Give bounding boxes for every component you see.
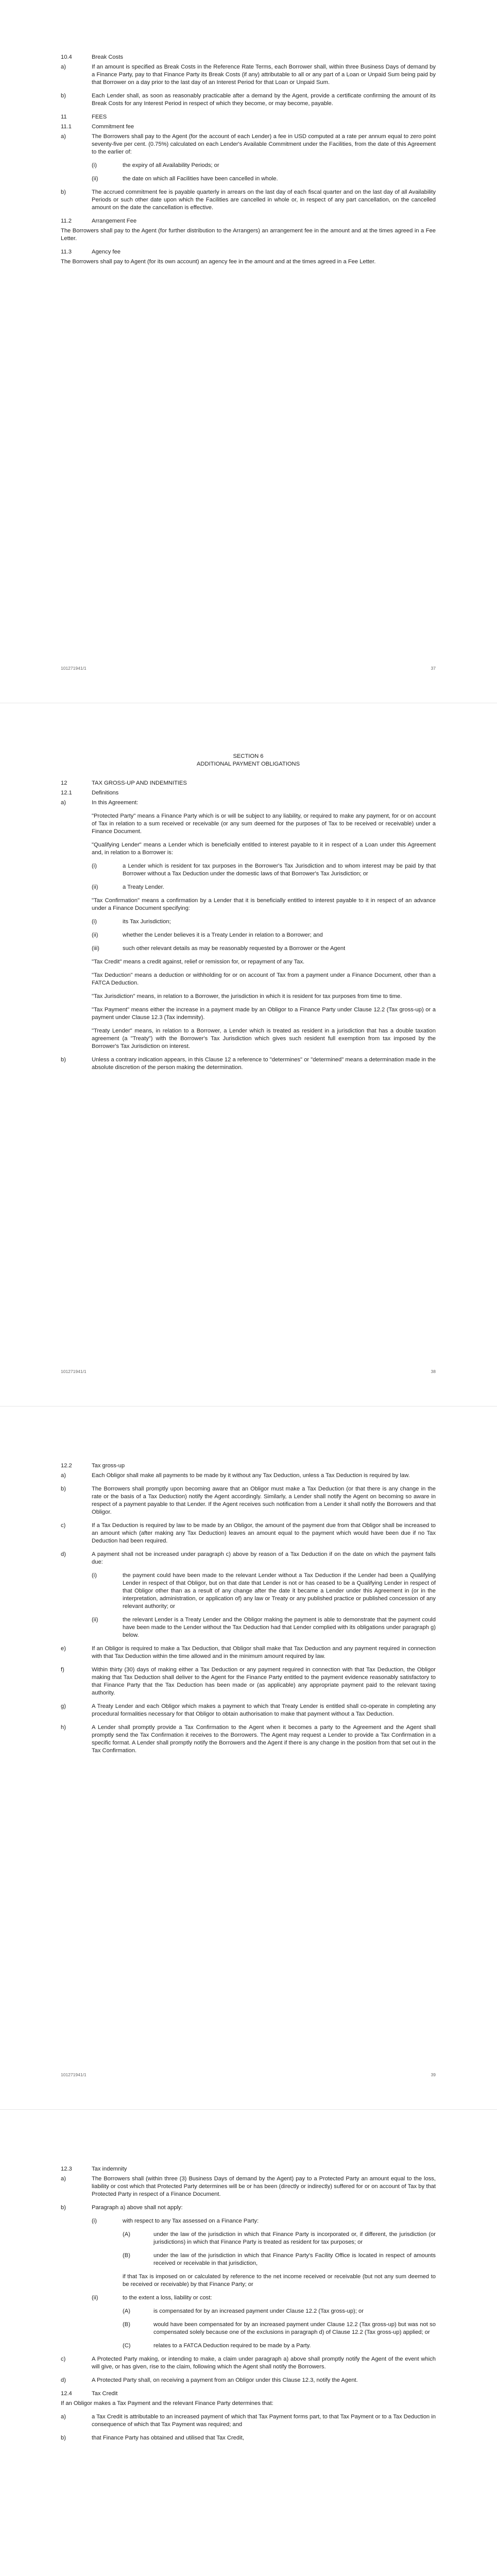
clause-number: 11 xyxy=(61,114,67,120)
sub-text: under the law of the jurisdiction in which that Finance Party is incorporated or, if different, the jurisdiction (or jurisdictions) in which that Finance Party is treated as resident for tax purposes; or xyxy=(153,2231,436,2245)
sub-text: relates to a FATCA Deduction required to be made by a Party. xyxy=(153,2343,311,2349)
sub-paragraph xyxy=(92,2217,436,2225)
paragraph xyxy=(61,1485,436,1516)
paragraph-text: A payment shall not be increased under paragraph c) above by reason of a Tax Deduction if on the date on which the payment falls due: xyxy=(92,1551,436,1565)
clause-title: Agency fee xyxy=(92,249,121,255)
sub-label: (B) xyxy=(123,2321,130,2328)
section-number: SECTION 6 xyxy=(233,753,264,759)
paragraph-label: b) xyxy=(61,2435,66,2441)
paragraph-text: If an Obligor makes a Tax Payment and the relevant Finance Party determines that: xyxy=(61,2400,273,2406)
clause-title: Tax indemnity xyxy=(92,2166,127,2172)
paragraph-text: The Borrowers shall promptly upon becoming aware that an Obligor must make a Tax Deduction (or that there is any change in the rate or the basis of a Tax Deduction) notify the Agent accordingly. Similarly, a Lender shall notify the Agent on becoming so aware in respect of a payment payable to that Lender. If the Agent receives such notification from a Lender it shall notify the Borrowers and that Obligor. xyxy=(92,1486,436,1515)
paragraph-text: If a Tax Deduction is required by law to be made by an Obligor, the amount of the payment due from that Obligor shall be increased to an amount which (after making any Tax Deduction) leaves an amount equal to the payment which would have been due if no Tax Deduction had been required. xyxy=(92,1522,436,1544)
page-content xyxy=(61,1462,436,1760)
paragraph-label: c) xyxy=(61,1522,66,1529)
clause-number: 10.4 xyxy=(61,54,72,60)
paragraph xyxy=(61,799,436,807)
paragraph-text: if that Tax is imposed on or calculated by reference to the net income received or receivable (but not any sum deemed to be received or receivable) by that Finance Party; or xyxy=(123,2274,436,2287)
clause-number: 12.4 xyxy=(61,2391,72,2397)
paragraph-label: b) xyxy=(61,1486,66,1492)
sub-text: would have been compensated for by an increased payment under Clause 12.2 (Tax gross-up) but was not so compensated solely because one of the exclusions in paragraph d) of Clause 12.2 (Tax gross-up) applied; or xyxy=(153,2321,436,2335)
clause-heading xyxy=(61,779,436,787)
paragraph-label: a) xyxy=(61,2414,66,2420)
sub-label: (i) xyxy=(92,162,97,168)
sub-paragraph xyxy=(92,918,436,926)
paragraph xyxy=(61,1056,436,1072)
paragraph-text: If an Obligor is required to make a Tax Deduction, that Obligor shall make that Tax Deduction and any payment required in connection with that Tax Deduction within the time allowed and in the minimum amount required by law. xyxy=(92,1646,436,1659)
clause-heading xyxy=(61,217,436,225)
sub-paragraph xyxy=(92,1616,436,1639)
clause-heading xyxy=(61,123,436,131)
page-footer xyxy=(61,665,436,672)
sub-sub-paragraph xyxy=(123,2231,436,2246)
clause-heading xyxy=(61,248,436,256)
clause-heading xyxy=(61,2390,436,2398)
paragraph-label: f) xyxy=(61,1667,64,1673)
page-content xyxy=(61,2165,436,2448)
paragraph-label: d) xyxy=(61,2377,66,2383)
clause-title: Commitment fee xyxy=(92,124,134,130)
page-number: 39 xyxy=(431,2072,436,2077)
sub-label: (ii) xyxy=(92,932,98,938)
paragraph-label: b) xyxy=(61,2205,66,2211)
paragraph-text: The Borrowers shall pay to Agent (for its own account) an agency fee in the amount and at the times agreed in a Fee Letter. xyxy=(61,259,376,265)
paragraph-label: a) xyxy=(61,64,66,70)
paragraph-label: b) xyxy=(61,189,66,195)
sub-label: (i) xyxy=(92,2218,97,2224)
paragraph xyxy=(61,2434,436,2442)
sub-paragraph xyxy=(92,945,436,953)
paragraph-label: a) xyxy=(61,133,66,140)
sub-label: (ii) xyxy=(92,2295,98,2301)
page-39 xyxy=(0,1406,497,2110)
sub-label: (iii) xyxy=(92,945,99,952)
clause-number: 11.1 xyxy=(61,124,72,130)
paragraph-label: b) xyxy=(61,93,66,99)
definition-tax-payment: "Tax Payment" means either the increase in a payment made by an Obligor to a Finance Party under Clause 12.2 (Tax gross-up) or a payment under Clause 12.3 (Tax indemnity). xyxy=(92,1007,436,1021)
sub-sub-paragraph xyxy=(123,2342,436,2350)
sub-label: (A) xyxy=(123,2308,130,2314)
clause-number: 11.3 xyxy=(61,249,72,255)
sub-text: whether the Lender believes it is a Treaty Lender in relation to a Borrower; and xyxy=(123,932,323,938)
page-38 xyxy=(0,703,497,1406)
definition-protected-party: "Protected Party" means a Finance Party which is or will be subject to any liability, or required to make any payment, for or on account of Tax in relation to a sum received or receivable (or any sum deemed for the purposes of Tax to be received or receivable) under a Finance Document. xyxy=(92,813,436,835)
sub-text: the payment could have been made to the relevant Lender without a Tax Deduction if the Lender had been a Qualifying Lender in respect of that Obligor, but on that date that Lender is not or has ceased to be a Qualifying Lender in respect of that Obligor other than as a result of any change after the date it became a Lender under this Agreement in (or in the interpretation, administration, or application of) any law or Treaty or any published practice or published concession of any relevant authority; or xyxy=(123,1572,436,1609)
sub-label: (i) xyxy=(92,863,97,869)
paragraph-text: Each Lender shall, as soon as reasonably practicable after a demand by the Agent, provide a certificate confirming the amount of its Break Costs for any Interest Period in respect of which they become, or may become, payable. xyxy=(92,93,436,107)
paragraph-label: a) xyxy=(61,2176,66,2182)
clause-title: FEES xyxy=(92,114,107,120)
clause-title: TAX GROSS-UP AND INDEMNITIES xyxy=(92,780,187,786)
paragraph-label: c) xyxy=(61,2356,66,2362)
paragraph-text: a Tax Credit is attributable to an increased payment of which that Tax Payment forms part, to that Tax Payment or to a Tax Deduction in consequence of which that Tax Payment was required; and xyxy=(92,2414,436,2428)
sub-text: under the law of the jurisdiction in which that Finance Party's Facility Office is located in respect of amounts received or receivable in that jurisdiction, xyxy=(153,2252,436,2266)
paragraph-label: h) xyxy=(61,1724,66,1731)
page-content xyxy=(61,54,436,272)
sub-text: a Treaty Lender. xyxy=(123,884,164,890)
page-37 xyxy=(0,0,497,703)
paragraph xyxy=(61,1551,436,1566)
clause-number: 11.2 xyxy=(61,218,72,224)
paragraph xyxy=(61,1703,436,1718)
sub-paragraph xyxy=(92,1572,436,1611)
definition-tax-deduction: "Tax Deduction" means a deduction or withholding for or on account of Tax from a payment under a Finance Document, other than a FATCA Deduction. xyxy=(92,972,436,986)
sub-paragraph xyxy=(92,884,436,891)
paragraph-text: Each Obligor shall make all payments to be made by it without any Tax Deduction, unless a Tax Deduction is required by law. xyxy=(92,1472,410,1479)
paragraph-text: Paragraph a) above shall not apply: xyxy=(92,2205,183,2211)
paragraph xyxy=(61,133,436,156)
sub-sub-paragraph xyxy=(123,2321,436,2336)
clause-heading xyxy=(61,789,436,797)
sub-paragraph xyxy=(92,931,436,939)
paragraph-text: that Finance Party has obtained and utilised that Tax Credit, xyxy=(92,2435,244,2441)
clause-number: 12.2 xyxy=(61,1463,72,1469)
definition-tax-jurisdiction: "Tax Jurisdiction" means, in relation to a Borrower, the jurisdiction in which it is resident for tax purposes from time to time. xyxy=(92,993,402,999)
sub-paragraph xyxy=(92,162,436,170)
clause-heading xyxy=(61,2165,436,2173)
paragraph-label: b) xyxy=(61,1057,66,1063)
sub-label: (ii) xyxy=(92,884,98,890)
page-content xyxy=(61,753,436,1077)
definition-treaty-lender: "Treaty Lender" means, in relation to a Borrower, a Lender which is treated as resident in a jurisdiction that has a double taxation agreement (a "Treaty") with the Borrower's Tax Jurisdiction which gives such resident full exemption from tax imposed by the Borrower's Tax Jurisdiction on interest. xyxy=(92,1028,436,1049)
paragraph xyxy=(61,1472,436,1480)
page-number: 37 xyxy=(431,666,436,671)
paragraph xyxy=(61,2204,436,2212)
clause-heading xyxy=(61,1462,436,1470)
footer-reference: 101271941/1 xyxy=(61,666,87,671)
page-number: 38 xyxy=(431,1369,436,1374)
paragraph xyxy=(61,92,436,108)
clause-heading xyxy=(61,113,436,121)
sub-paragraph xyxy=(92,862,436,878)
sub-text: the expiry of all Availability Periods; or xyxy=(123,162,219,168)
sub-text: such other relevant details as may be reasonably requested by a Borrower or the Agent xyxy=(123,945,346,952)
clause-title: Tax Credit xyxy=(92,2391,118,2397)
paragraph xyxy=(61,2355,436,2371)
clause-title: Arrangement Fee xyxy=(92,218,137,224)
paragraph-text: A Protected Party shall, on receiving a payment from an Obligor under this Clause 12.3, notify the Agent. xyxy=(92,2377,358,2383)
paragraph-text: The accrued commitment fee is payable quarterly in arrears on the last day of each fiscal quarter and on the last day of all Availability Periods or such other date upon which the Facilities are cancelled in whole or, in respect of any part cancellation, on the cancelled amount on the date the cancellation is effective. xyxy=(92,189,436,211)
paragraph xyxy=(61,2413,436,2429)
sub-text: its Tax Jurisdiction; xyxy=(123,919,171,925)
clause-number: 12.1 xyxy=(61,790,72,796)
definition-tax-credit: "Tax Credit" means a credit against, relief or remission for, or repayment of any Tax. xyxy=(92,959,305,965)
clause-title: Break Costs xyxy=(92,54,123,60)
sub-label: (i) xyxy=(92,919,97,925)
sub-label: (C) xyxy=(123,2343,131,2349)
page-footer xyxy=(61,1368,436,1376)
sub-label: (B) xyxy=(123,2252,130,2259)
sub-label: (ii) xyxy=(92,176,98,182)
sub-text: is compensated for by an increased payment under Clause 12.2 (Tax gross-up); or xyxy=(153,2308,364,2314)
clause-number: 12 xyxy=(61,780,67,786)
paragraph-text: The Borrowers shall (within three (3) Business Days of demand by the Agent) pay to a Protected Party an amount equal to the loss, liability or cost which that Protected Party determines will be or has been (directly or indirectly) suffered for or on account of Tax by that Protected Party in respect of a Finance Document. xyxy=(92,2176,436,2197)
definition-tax-confirmation: "Tax Confirmation" means a confirmation by a Lender that it is beneficially entitled to interest payable to it in respect of an advance under a Finance Document specifying: xyxy=(92,897,436,911)
sub-text: with respect to any Tax assessed on a Finance Party: xyxy=(123,2218,259,2224)
paragraph-label: a) xyxy=(61,1472,66,1479)
paragraph xyxy=(61,189,436,212)
sub-paragraph xyxy=(92,2294,436,2302)
paragraph-text: A Lender shall promptly provide a Tax Confirmation to the Agent when it becomes a party to the Agreement and the Agent shall promptly send the Tax Confirmation it receives to the Borrowers. The Agent may request a Lender to provide a Tax Confirmation in a specific format. A Lender shall promptly notify the Borrowers and the Agent if there is any change in the position from that set out in the Tax Confirmation. xyxy=(92,1724,436,1754)
clause-number: 12.3 xyxy=(61,2166,72,2172)
clause-title: Tax gross-up xyxy=(92,1463,125,1469)
sub-text: the relevant Lender is a Treaty Lender and the Obligor making the payment is able to demonstrate that the payment could have been made to the Lender without the Tax Deduction had that Lender complied with its obligations under paragraph g) below. xyxy=(123,1617,436,1638)
sub-sub-paragraph xyxy=(123,2252,436,2267)
sub-label: (i) xyxy=(92,1572,97,1579)
paragraph xyxy=(61,2175,436,2198)
clause-title: Definitions xyxy=(92,790,119,796)
footer-reference: 101271941/1 xyxy=(61,1369,87,1374)
sub-paragraph xyxy=(92,175,436,183)
paragraph xyxy=(61,1666,436,1697)
paragraph-text: In this Agreement: xyxy=(92,800,139,806)
paragraph xyxy=(61,63,436,87)
sub-text: the date on which all Facilities have been cancelled in whole. xyxy=(123,176,278,182)
paragraph-text: Unless a contrary indication appears, in this Clause 12 a reference to "determines" or "determined" means a determination made in the absolute discretion of the person making the determination. xyxy=(92,1057,436,1071)
paragraph-label: a) xyxy=(61,800,66,806)
paragraph-text: Within thirty (30) days of making either a Tax Deduction or any payment required in connection with that Tax Deduction, the Obligor making that Tax Deduction shall deliver to the Agent for the Finance Party entitled to the payment evidence reasonably satisfactory to that Finance Party that the Tax Deduction has been made or (as applicable) any appropriate payment paid to the relevant taxing authority. xyxy=(92,1667,436,1696)
clause-heading xyxy=(61,54,436,61)
paragraph-label: g) xyxy=(61,1703,66,1709)
paragraph xyxy=(61,1522,436,1545)
paragraph-text: If an amount is specified as Break Costs in the Reference Rate Terms, each Borrower shall, within three Business Days of demand by a Finance Party, pay to that Finance Party its Break Costs (if any) attributable to all or any part of a Loan or Unpaid Sum being paid by that Borrower on a day prior to the last day of an Interest Period for that Loan or Unpaid Sum. xyxy=(92,64,436,86)
page-footer xyxy=(61,2071,436,2079)
section-title: ADDITIONAL PAYMENT OBLIGATIONS xyxy=(196,761,300,767)
paragraph-text: A Treaty Lender and each Obligor which makes a payment to which that Treaty Lender is entitled shall co-operate in completing any procedural formalities necessary for that Obligor to obtain authorisation to make that payment without a Tax Deduction. xyxy=(92,1703,436,1717)
page-40 xyxy=(0,2110,497,2576)
paragraph xyxy=(61,1645,436,1660)
paragraph-label: d) xyxy=(61,1551,66,1557)
paragraph-text: The Borrowers shall pay to the Agent (for further distribution to the Arrangers) an arrangement fee in the amount and at the times agreed in a Fee Letter. xyxy=(61,228,436,242)
paragraph-text: A Protected Party making, or intending to make, a claim under paragraph a) above shall promptly notify the Agent of the event which will give, or has given, rise to the claim, following which the Agent shall notify the Borrowers. xyxy=(92,2356,436,2370)
sub-text: to the extent a loss, liability or cost: xyxy=(123,2295,212,2301)
footer-reference: 101271941/1 xyxy=(61,2072,87,2077)
paragraph-label: e) xyxy=(61,1646,66,1652)
paragraph xyxy=(61,1724,436,1755)
sub-label: (A) xyxy=(123,2231,130,2238)
sub-text: a Lender which is resident for tax purposes in the Borrower's Tax Jurisdiction and to whom interest may be paid by that Borrower without a Tax Deduction under the domestic laws of that Borrower's Tax Jurisdiction; or xyxy=(123,863,436,877)
sub-sub-paragraph xyxy=(123,2308,436,2315)
paragraph-text: The Borrowers shall pay to the Agent (for the account of each Lender) a fee in USD computed at a rate per annum equal to zero point seventy-five per cent. (0.75%) calculated on each Lender's Available Commitment under the Facilities, from the date of this Agreement to the earlier of: xyxy=(92,133,436,155)
sub-label: (ii) xyxy=(92,1617,98,1623)
paragraph xyxy=(61,2377,436,2384)
definition-qualifying-lender: "Qualifying Lender" means a Lender which is beneficially entitled to interest payable to it in respect of a Loan under this Agreement and, in relation to a Borrower is: xyxy=(92,842,436,856)
